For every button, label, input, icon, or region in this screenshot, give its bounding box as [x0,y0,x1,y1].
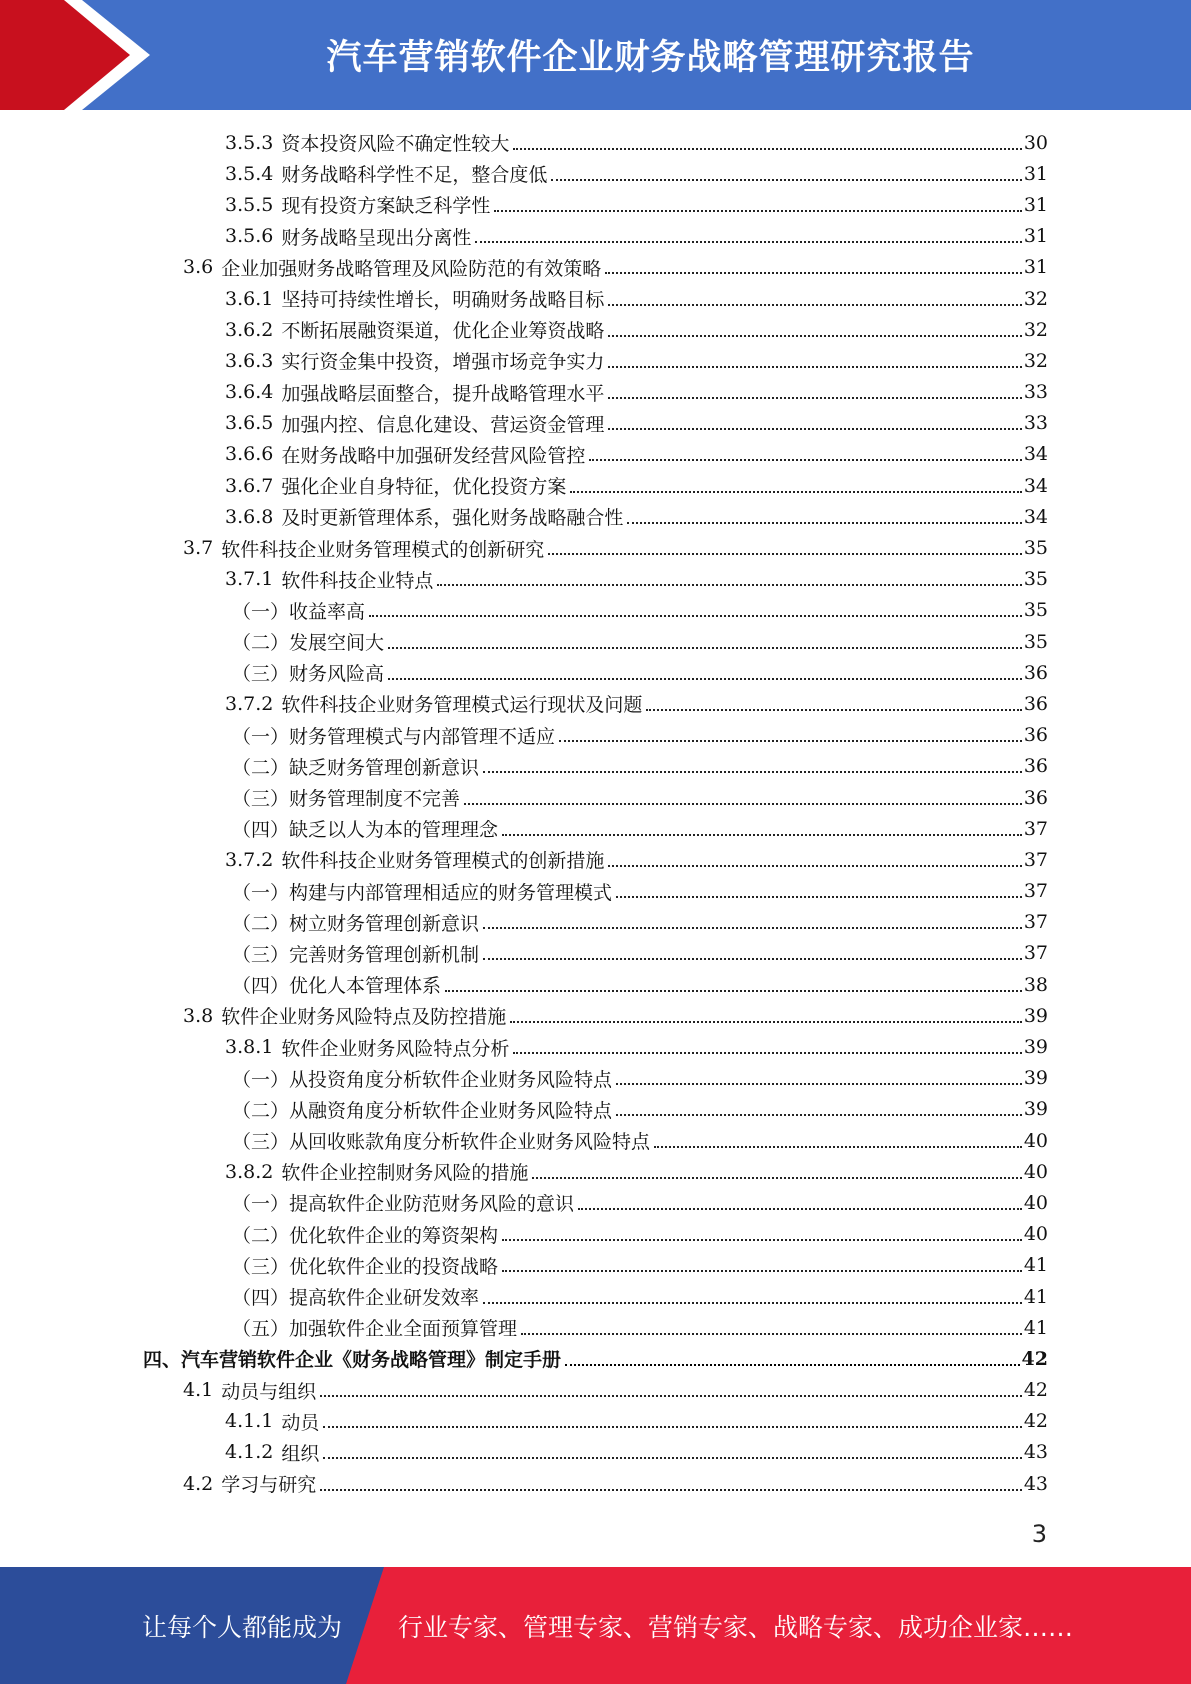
toc-entry[interactable] [0,1063,1191,1094]
toc-entry-page: 41 [1023,1316,1048,1339]
toc-entry-page: 35 [1023,599,1048,622]
toc-entry-page: 42 [1023,1379,1048,1402]
toc-entry-title: 财务管理模式与内部管理不适应 [289,725,556,748]
toc-entry-page: 41 [1023,1285,1048,1308]
toc-entry[interactable] [0,470,1191,501]
toc-entry-page: 35 [1023,568,1048,591]
toc-entry-title: 提高软件企业防范财务风险的意识 [289,1193,575,1216]
toc-entry-title: 完善财务管理创新机制 [289,943,480,966]
toc-entry-page: 33 [1023,381,1048,404]
toc-entry-title: 不断拓展融资渠道，优化企业筹资战略 [281,320,605,343]
toc-dot-leader [608,428,1021,430]
toc-dot-leader [320,1395,1022,1397]
toc-entry-page: 35 [1023,630,1048,653]
toc-dot-leader [608,865,1021,867]
toc-dot-leader [475,241,1021,243]
toc-entry[interactable] [0,1219,1191,1250]
toc-entry-title: 软件科技企业财务管理模式的创新研究 [221,538,545,561]
toc-entry[interactable] [0,688,1191,719]
toc-entry[interactable] [0,1437,1191,1468]
toc-entry-title: 收益率高 [289,600,366,623]
toc-entry-number: 3.5.5 [225,193,274,216]
toc-dot-leader [570,491,1021,493]
toc-entry-title: 加强软件企业全面预算管理 [289,1318,518,1341]
toc-dot-leader [483,958,1022,960]
toc-dot-leader [464,803,1022,805]
toc-entry-page: 36 [1023,786,1048,809]
toc-entry-number: 3.7.1 [225,568,274,591]
toc-entry-page: 31 [1023,225,1048,248]
toc-entry-title: 发展空间大 [289,632,385,655]
toc-entry[interactable] [0,314,1191,345]
toc-entry-page: 30 [1023,131,1048,154]
toc-entry[interactable] [0,1406,1191,1437]
toc-dot-leader [369,615,1022,617]
toc-entry-title: 从融资角度分析软件企业财务风险特点 [289,1099,613,1122]
toc-entry[interactable] [0,938,1191,969]
toc-entry-number: 3.6 [183,256,214,279]
toc-entry-number: （一） [232,1068,290,1091]
toc-entry-page: 31 [1023,162,1048,185]
toc-entry[interactable] [0,595,1191,626]
toc-entry[interactable] [0,1375,1191,1406]
toc-entry-page: 31 [1023,193,1048,216]
toc-entry-title: 加强战略层面整合，提升战略管理水平 [281,382,605,405]
toc-entry-number: 4.2 [183,1472,214,1495]
toc-entry[interactable] [0,876,1191,907]
toc-entry-number: （二） [232,912,290,935]
header-arrow-graphic [0,0,160,110]
toc-entry[interactable] [0,1031,1191,1062]
toc-entry-number: 4.1 [183,1379,214,1402]
toc-entry-number: 3.6.5 [225,412,274,435]
toc-entry-number: （三） [232,1131,290,1154]
toc-entry[interactable] [0,1125,1191,1156]
toc-entry[interactable] [0,158,1191,189]
toc-entry-number: （二） [232,1099,290,1122]
toc-dot-leader [483,771,1022,773]
toc-entry-page: 43 [1023,1441,1048,1464]
toc-entry-title: 软件企业财务风险特点分析 [281,1037,510,1060]
toc-entry[interactable] [0,844,1191,875]
toc-entry-title: 构建与内部管理相适应的财务管理模式 [289,881,613,904]
toc-dot-leader [532,1177,1021,1179]
toc-entry-page: 40 [1023,1160,1048,1183]
toc-entry[interactable] [0,1000,1191,1031]
toc-entry-number: 四、 [143,1349,182,1372]
toc-dot-leader [323,1426,1021,1428]
toc-entry-page: 35 [1023,537,1048,560]
toc-entry-number: （一） [232,1193,290,1216]
toc-dot-leader [578,1208,1022,1210]
toc-dot-leader [605,272,1022,274]
toc-dot-leader [551,179,1021,181]
toc-entry[interactable] [0,1281,1191,1312]
toc-entry-number: （二） [232,756,290,779]
toc-entry-page: 34 [1023,474,1048,497]
toc-entry-number: （四） [232,975,290,998]
toc-entry-number: 3.7.2 [225,848,274,871]
toc-dot-leader [437,584,1021,586]
toc-entry-number: 3.8 [183,1004,214,1027]
toc-dot-leader [502,1270,1022,1272]
toc-entry[interactable] [0,1187,1191,1218]
toc-entry-title: 缺乏以人为本的管理理念 [289,819,499,842]
page-footer [0,1567,1191,1684]
toc-entry[interactable] [0,189,1191,220]
toc-entry-number: （一） [232,725,290,748]
toc-entry[interactable] [0,626,1191,657]
page-header [0,0,1191,110]
toc-entry-page: 34 [1023,443,1048,466]
toc-entry-number: （三） [232,943,290,966]
toc-entry[interactable] [0,1468,1191,1499]
toc-entry-title: 在财务战略中加强研发经营风险管控 [281,444,586,467]
toc-entry-title: 财务管理制度不完善 [289,788,461,811]
toc-entry-title: 优化人本管理体系 [289,975,442,998]
toc-entry-number: （四） [232,819,290,842]
toc-entry[interactable] [0,1343,1191,1374]
toc-dot-leader [616,896,1022,898]
toc-entry-title: 软件科技企业财务管理模式的创新措施 [281,850,605,873]
toc-entry-title: 缺乏财务管理创新意识 [289,756,480,779]
table-of-contents [0,127,1191,1499]
toc-entry-number: （二） [232,1224,290,1247]
toc-entry-title: 组织 [281,1442,320,1465]
toc-entry[interactable] [0,408,1191,439]
toc-dot-leader [510,1021,1022,1023]
toc-entry-number: （一） [232,881,290,904]
toc-entry-number: （三） [232,663,290,686]
toc-dot-leader [323,1457,1021,1459]
toc-entry-number: 3.6.4 [225,381,274,404]
toc-entry[interactable] [0,751,1191,782]
toc-entry-page: 31 [1023,256,1048,279]
toc-entry[interactable] [0,1312,1191,1343]
toc-entry-number: （一） [232,600,290,623]
toc-entry[interactable] [0,969,1191,1000]
toc-dot-leader [445,990,1022,992]
toc-entry-number: 3.6.3 [225,349,274,372]
toc-entry-page: 42 [1021,1347,1048,1370]
toc-entry-page: 37 [1023,848,1048,871]
toc-entry[interactable] [0,1094,1191,1125]
toc-entry-title: 软件科技企业特点 [281,569,434,592]
toc-entry[interactable] [0,1156,1191,1187]
toc-dot-leader [320,1489,1022,1491]
toc-dot-leader [616,1083,1022,1085]
toc-entry[interactable] [0,532,1191,563]
toc-entry-number: 3.7 [183,537,214,560]
footer-slogan-left: 让每个人都能成为 [142,1612,343,1642]
toc-entry-page: 37 [1023,817,1048,840]
toc-entry-page: 32 [1023,318,1048,341]
toc-dot-leader [521,1333,1022,1335]
toc-entry-page: 39 [1023,1067,1048,1090]
toc-entry-number: 3.6.1 [225,287,274,310]
toc-dot-leader [559,740,1022,742]
toc-entry-title: 树立财务管理创新意识 [289,912,480,935]
toc-entry-number: 3.8.1 [225,1036,274,1059]
toc-entry[interactable] [0,345,1191,376]
toc-entry-title: 软件企业控制财务风险的措施 [281,1162,529,1185]
toc-dot-leader [513,148,1021,150]
toc-entry-number: 3.6.7 [225,474,274,497]
toc-entry-number: 3.6.6 [225,443,274,466]
toc-entry-page: 36 [1023,692,1048,715]
toc-entry-page: 37 [1023,942,1048,965]
toc-entry-title: 及时更新管理体系，强化财务战略融合性 [281,507,624,530]
toc-entry-title: 优化软件企业的投资战略 [289,1255,499,1278]
toc-entry-page: 38 [1023,973,1048,996]
toc-entry[interactable] [0,564,1191,595]
toc-dot-leader [565,1364,1020,1366]
toc-entry-title: 强化企业自身特征，优化投资方案 [281,476,567,499]
toc-entry-title: 提高软件企业研发效率 [289,1287,480,1310]
toc-dot-leader [483,1302,1022,1304]
toc-entry-number: 3.5.4 [225,162,274,185]
toc-entry[interactable] [0,439,1191,470]
toc-entry-page: 39 [1023,1004,1048,1027]
toc-entry-number: （五） [232,1318,290,1341]
toc-entry-number: 3.8.2 [225,1160,274,1183]
toc-entry-page: 39 [1023,1036,1048,1059]
page-number: 3 [1031,1520,1047,1548]
toc-dot-leader [589,459,1021,461]
toc-entry-page: 36 [1023,661,1048,684]
toc-entry-page: 33 [1023,412,1048,435]
toc-entry-page: 34 [1023,505,1048,528]
toc-dot-leader [608,304,1021,306]
toc-entry-number: （二） [232,632,290,655]
toc-entry-title: 企业加强财务战略管理及风险防范的有效策略 [221,257,602,280]
toc-entry-title: 优化软件企业的筹资架构 [289,1224,499,1247]
toc-dot-leader [494,210,1021,212]
toc-entry-title: 实行资金集中投资，增强市场竞争实力 [281,351,605,374]
toc-entry-title: 从回收账款角度分析软件企业财务风险特点 [289,1131,651,1154]
toc-dot-leader [502,1239,1022,1241]
toc-entry-page: 32 [1023,287,1048,310]
toc-entry-page: 42 [1023,1410,1048,1433]
toc-entry-number: （三） [232,1255,290,1278]
toc-entry-number: 3.6.8 [225,505,274,528]
toc-dot-leader [608,366,1021,368]
toc-entry[interactable] [0,252,1191,283]
toc-entry-page: 39 [1023,1098,1048,1121]
toc-entry-page: 32 [1023,349,1048,372]
toc-entry-page: 36 [1023,755,1048,778]
toc-entry-page: 43 [1023,1472,1048,1495]
toc-entry-title: 软件企业财务风险特点及防控措施 [221,1006,507,1029]
toc-entry-number: （四） [232,1287,290,1310]
toc-entry-title: 财务战略呈现出分离性 [281,226,472,249]
toc-entry-page: 40 [1023,1129,1048,1152]
toc-entry-title: 坚持可持续性增长，明确财务战略目标 [281,289,605,312]
toc-entry[interactable] [0,377,1191,408]
document-title: 汽车营销软件企业财务战略管理研究报告 [326,38,975,78]
toc-dot-leader [502,834,1022,836]
toc-entry-title: 加强内控、信息化建设、营运资金管理 [281,413,605,436]
toc-entry-title: 财务风险高 [289,663,385,686]
toc-entry-page: 40 [1023,1223,1048,1246]
toc-entry-number: 4.1.1 [225,1410,274,1433]
toc-entry-title: 财务战略科学性不足，整合度低 [281,164,548,187]
toc-entry[interactable] [0,221,1191,252]
toc-entry-title: 学习与研究 [221,1474,317,1497]
toc-entry-number: 3.5.3 [225,131,274,154]
toc-entry-number: 4.1.2 [225,1441,274,1464]
toc-entry-title: 软件科技企业财务管理模式运行现状及问题 [281,694,643,717]
toc-entry[interactable] [0,720,1191,751]
toc-entry[interactable] [0,1250,1191,1281]
toc-entry[interactable] [0,127,1191,158]
toc-dot-leader [616,1114,1022,1116]
toc-entry[interactable] [0,501,1191,532]
toc-dot-leader [654,1146,1022,1148]
toc-dot-leader [483,927,1022,929]
toc-entry-page: 36 [1023,724,1048,747]
toc-entry-title: 动员与组织 [221,1380,317,1403]
toc-entry-number: 3.6.2 [225,318,274,341]
toc-entry[interactable] [0,907,1191,938]
toc-entry-page: 37 [1023,880,1048,903]
toc-entry-number: 3.5.6 [225,225,274,248]
toc-entry-title: 现有投资方案缺乏科学性 [281,195,491,218]
toc-entry-page: 37 [1023,911,1048,934]
footer-slogan-right: 行业专家、管理专家、营销专家、战略专家、成功企业家…… [398,1612,1074,1642]
toc-entry-title: 资本投资风险不确定性较大 [281,133,510,156]
toc-entry-number: （三） [232,788,290,811]
toc-entry-title: 动员 [281,1411,320,1434]
toc-entry[interactable] [0,283,1191,314]
toc-dot-leader [548,553,1022,555]
toc-dot-leader [513,1052,1021,1054]
toc-dot-leader [627,522,1021,524]
toc-entry[interactable] [0,657,1191,688]
toc-entry-title: 从投资角度分析软件企业财务风险特点 [289,1068,613,1091]
toc-entry[interactable] [0,782,1191,813]
toc-dot-leader [608,335,1021,337]
toc-entry-page: 40 [1023,1191,1048,1214]
toc-entry-title: 汽车营销软件企业《财务战略管理》制定手册 [181,1349,562,1372]
toc-entry-page: 41 [1023,1254,1048,1277]
toc-dot-leader [388,647,1022,649]
toc-dot-leader [388,678,1022,680]
toc-entry-number: 3.7.2 [225,692,274,715]
toc-dot-leader [608,397,1021,399]
toc-dot-leader [646,709,1021,711]
toc-entry[interactable] [0,813,1191,844]
